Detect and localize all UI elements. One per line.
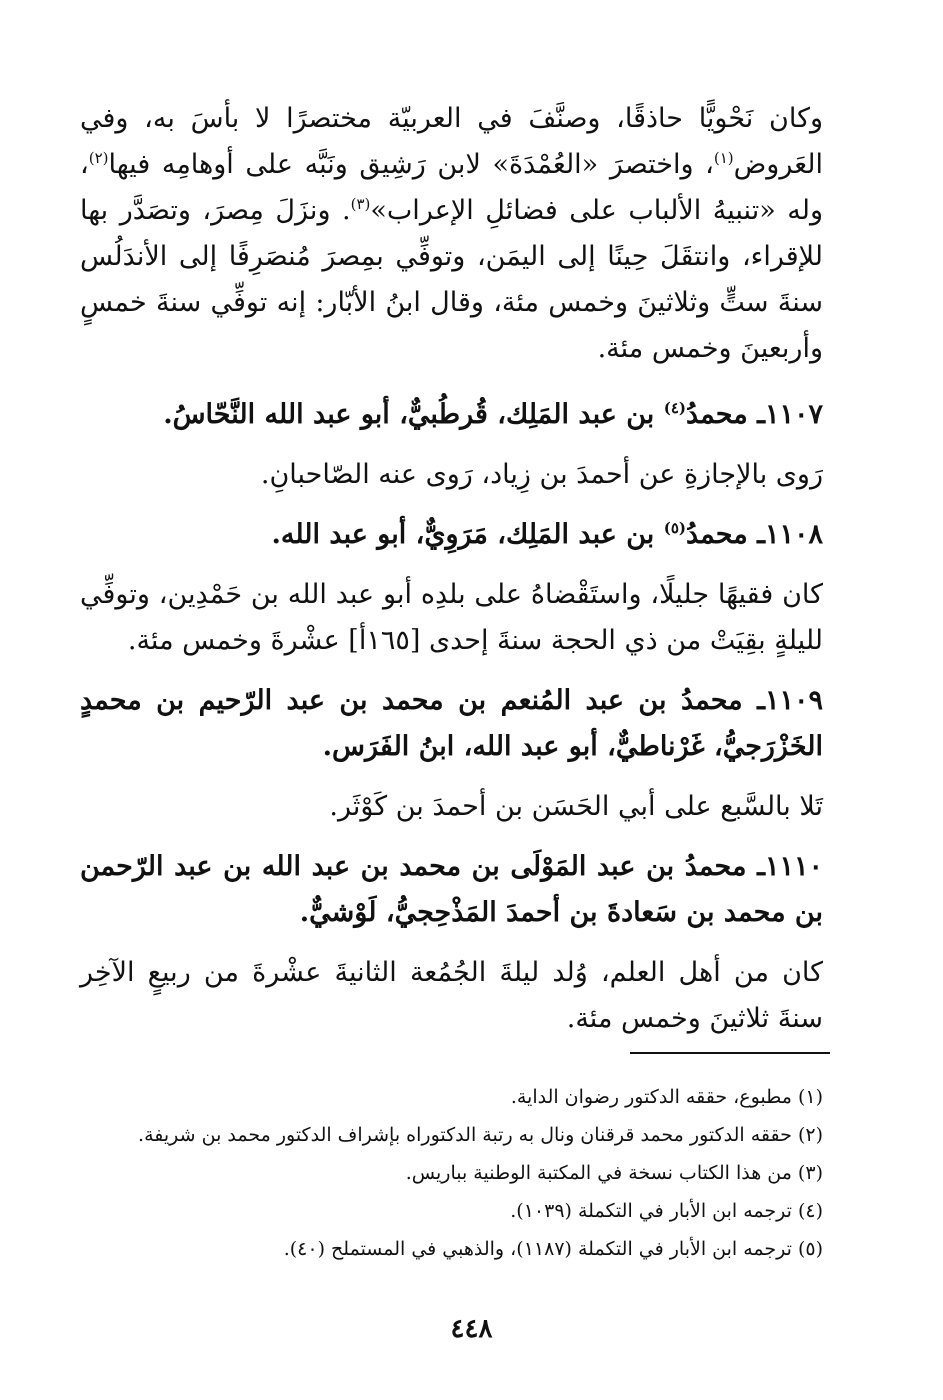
footnote-marker[interactable]: (٢) (88, 149, 109, 167)
entry-heading-text: ١١٠٨ـ محمدُ (686, 519, 823, 550)
entry-1107 (80, 392, 823, 498)
entry-body: تَلا بالسَّبع على أبي الحَسَن بن أحمدَ بن كَوْثَر. (329, 791, 823, 822)
footnote-1: (١) مطبوع، حققه الدكتور رضوان الداية. (510, 1086, 823, 1108)
entry-heading (80, 678, 823, 770)
paragraph-text: وكان نَحْويًّا حاذقًا، وصنَّفَ في العربيّة مختصرًا لا بأسَ به، وفي العَروض (80, 103, 823, 180)
entry-1109 (80, 678, 823, 830)
page-number: ٤٤٨ (450, 1314, 493, 1344)
footnote-5: (٥) ترجمه ابن الأبار في التكملة (١١٨٧)، والذهبي في المستملح (٤٠). (283, 1238, 823, 1260)
footnotes (80, 1078, 823, 1268)
entry-body: رَوى بالإجازةِ عن أحمدَ بن زِياد، رَوى عنه الصّاحبانِ. (260, 459, 823, 490)
entry-heading-text: بن عبد المَلِك، مَرَوِيٌّ، أبو عبد الله. (271, 519, 664, 550)
footnote-4: (٤) ترجمه ابن الأبار في التكملة (١٠٣٩). (510, 1200, 823, 1222)
footnote-3: (٣) من هذا الكتاب نسخة في المكتبة الوطنية بباريس. (405, 1162, 823, 1184)
entry-heading (80, 512, 823, 558)
footnote-marker[interactable]: (١) (713, 149, 734, 167)
footnote-marker[interactable]: (٣) (350, 195, 371, 213)
entry-heading-text: ١١١٠ـ محمدُ بن عبد المَوْلَى بن محمد بن عبد الله بن عبد الرّحمن بن محمد بن سَعادةَ بن أحمدَ المَذْحِجيُّ، لَوْشيٌّ. (80, 851, 823, 928)
entry-heading-text: ١١٠٧ـ محمدُ (686, 399, 823, 430)
footnote-marker[interactable]: (٥) (663, 519, 686, 537)
entry-1108 (80, 512, 823, 664)
paragraph-text: ، وله «تنبيهُ الألباب على فضائلِ الإعراب» (80, 149, 823, 226)
entry-heading-text: ١١٠٩ـ محمدُ بن عبد المُنعم بن محمد بن عبد الرّحيم بن محمدٍ الخَزْرَجيُّ، غَرْناطيٌّ، أبو عبد الله، ابنُ الفَرَس. (80, 685, 823, 762)
opening-paragraph (80, 96, 823, 372)
main-text (80, 96, 823, 1056)
paragraph-text: . ونزَلَ مِصرَ، وتصَدَّر بها للإقراء، وانتقَلَ حِينًا إلى اليمَن، وتوفِّي بمِصرَ مُنصَرِفًا إلى الأندَلُس سنةَ ستٍّ وثلاثينَ وخمس مئة، وقال ابنُ الأبّار: إنه توفِّي سنةَ خمسٍ وأربعينَ وخمس مئة. (80, 195, 823, 364)
entry-heading-text: بن عبد المَلِك، قُرطُبيٌّ، أبو عبد الله النَّحّاسُ. (163, 399, 664, 430)
footnote-divider (630, 1052, 830, 1054)
entry-heading (80, 392, 823, 438)
entry-body: كان فقيهًا جليلًا، واستَقْضاهُ على بلدِه أبو عبد الله بن حَمْدِين، وتوفِّي لليلةٍ بقِيَتْ من ذي الحجة سنةَ إحدى [١٦٥أ] عشْرةَ وخمس مئة. (80, 579, 823, 656)
entry-heading (80, 844, 823, 936)
entry-1110 (80, 844, 823, 1042)
entry-body: كان من أهل العلم، وُلد ليلةَ الجُمُعة الثانيةَ عشْرةَ من ربيعٍ الآخِر سنةَ ثلاثينَ وخمس مئة. (80, 957, 823, 1034)
footnote-2: (٢) حققه الدكتور محمد قرقنان ونال به رتبة الدكتوراه بإشراف الدكتور محمد بن شريفة. (138, 1124, 823, 1146)
paragraph-text: ، واختصرَ «العُمْدَةَ» لابن رَشِيق ونَبَّه على أوهامِه فيها (108, 149, 714, 180)
footnote-marker[interactable]: (٤) (663, 399, 686, 417)
